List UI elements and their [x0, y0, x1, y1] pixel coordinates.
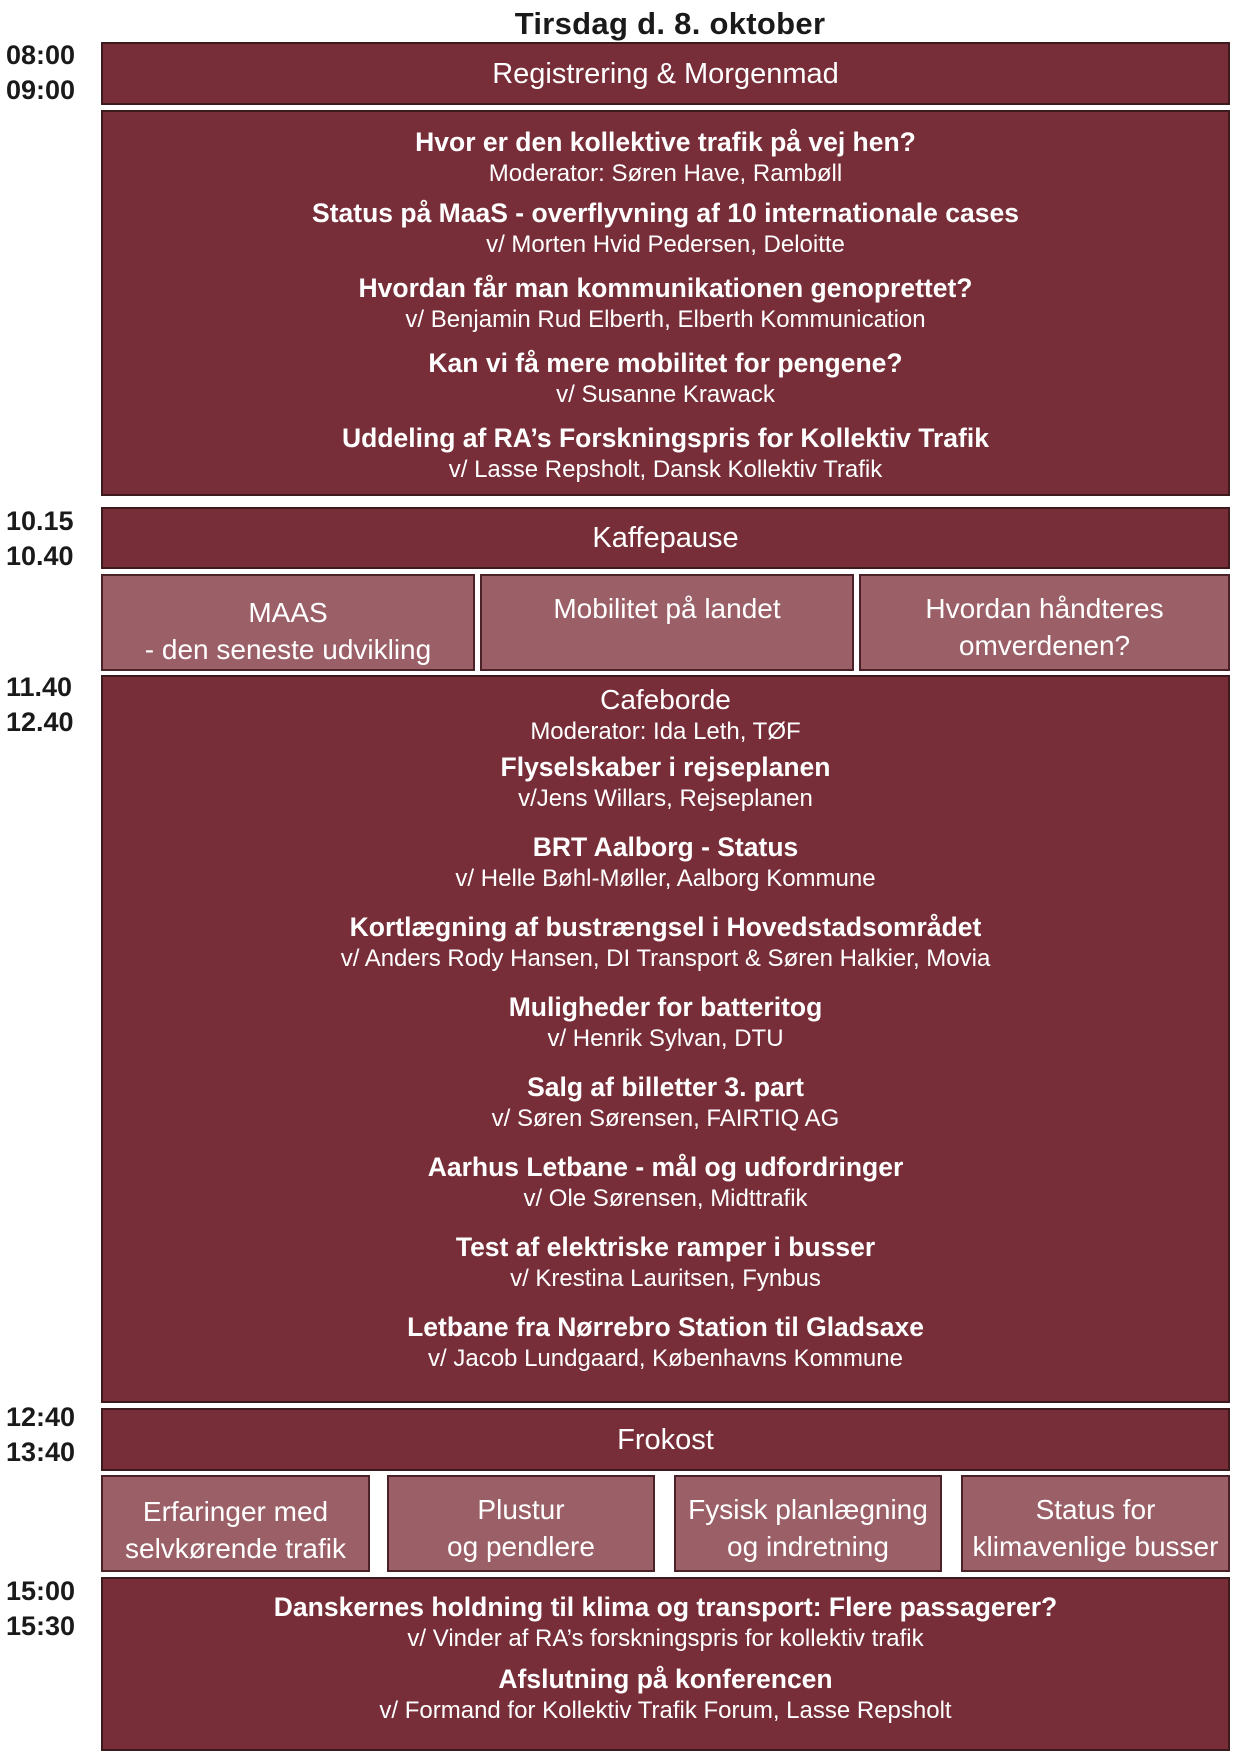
cafe-heading: Cafeborde: [600, 684, 731, 715]
session-title: Uddeling af RA’s Forskningspris for Kollektiv Trafik: [342, 423, 989, 453]
parallel-session-maas: [101, 574, 475, 671]
time-end-1240: 12.40: [6, 707, 74, 737]
closing-speaker: v/ Vinder af RA’s forskningspris for kollektiv trafik: [407, 1625, 924, 1652]
session-speaker: v/ Susanne Krawack: [556, 381, 775, 408]
session-speaker: v/ Benjamin Rud Elberth, Elberth Kommunication: [405, 306, 926, 333]
cafe-item: [103, 1311, 1228, 1374]
page-title: Tirsdag d. 8. oktober: [514, 6, 826, 41]
session-title: Hvor er den kollektive trafik på vej hen?: [415, 127, 916, 157]
cafe-title: Letbane fra Nørrebro Station til Gladsaxe: [407, 1312, 924, 1342]
closing-title: Danskernes holdning til klima og transport: Flere passagerer?: [273, 1592, 1058, 1622]
parallel-session-selvkoerende: [101, 1475, 370, 1572]
parallel-session-mobilitet: [480, 574, 854, 671]
coffee-break-label: Kaffepause: [592, 522, 739, 554]
cafe-speaker: v/ Helle Bøhl-Møller, Aalborg Kommune: [455, 865, 876, 892]
parallel-line1: Erfaringer med: [142, 1496, 329, 1527]
cafe-item: [103, 831, 1228, 894]
parallel-line2: og indretning: [727, 1531, 889, 1562]
session-item: [103, 347, 1228, 410]
time-start-0800: 08:00: [6, 40, 76, 70]
cafe-speaker: v/ Anders Rody Hansen, DI Transport & Søren Halkier, Movia: [340, 945, 991, 972]
session-speaker: v/ Morten Hvid Pedersen, Deloitte: [486, 231, 845, 258]
cafe-speaker: v/ Henrik Sylvan, DTU: [547, 1025, 784, 1052]
cafe-speaker: v/Jens Willars, Rejseplanen: [518, 785, 813, 812]
closing-speaker: v/ Formand for Kollektiv Trafik Forum, Lasse Repsholt: [379, 1697, 952, 1724]
cafe-title: Kortlægning af bustrængsel i Hovedstadsområdet: [349, 912, 982, 942]
lunch-block: [101, 1408, 1230, 1471]
time-end-1040: 10.40: [6, 541, 74, 571]
session-speaker: Moderator: Søren Have, Rambøll: [488, 160, 843, 187]
cafe-speaker: v/ Søren Sørensen, FAIRTIQ AG: [491, 1105, 840, 1132]
cafe-speaker: v/ Jacob Lundgaard, Københavns Kommune: [428, 1345, 903, 1372]
time-start-1140: 11.40: [6, 672, 73, 702]
session-item: [103, 126, 1228, 189]
cafe-item: [103, 1151, 1228, 1214]
session-title: Hvordan får man kommunikationen genoprettet?: [358, 273, 973, 303]
time-start-1240: 12:40: [6, 1402, 76, 1432]
time-end-1340: 13:40: [6, 1437, 76, 1467]
closing-item: [103, 1663, 1228, 1726]
parallel-session-klimabusser: [961, 1475, 1230, 1572]
cafe-title: Flyselskaber i rejseplanen: [500, 752, 831, 782]
parallel-line2: selvkørende trafik: [125, 1533, 346, 1564]
parallel-line1: Status for: [1035, 1494, 1156, 1525]
parallel-session-plustur: [387, 1475, 655, 1572]
cafe-title: Aarhus Letbane - mål og udfordringer: [427, 1152, 904, 1182]
coffee-break-block: [101, 507, 1230, 569]
cafe-title: Test af elektriske ramper i busser: [455, 1232, 876, 1262]
parallel-session-omverdenen: [859, 574, 1230, 671]
cafe-title: Salg af billetter 3. part: [527, 1072, 804, 1102]
lunch-label: Frokost: [617, 1423, 714, 1456]
closing-item: [103, 1591, 1228, 1654]
session-item: [103, 422, 1228, 485]
cafe-item: [103, 991, 1228, 1054]
session-title: Kan vi få mere mobilitet for pengene?: [428, 348, 903, 378]
registration-label: Registrering & Morgenmad: [492, 57, 839, 90]
cafe-item: [103, 1071, 1228, 1134]
cafe-title: BRT Aalborg - Status: [532, 832, 799, 862]
parallel-line2: - den seneste udvikling: [144, 634, 432, 665]
registration-block: [101, 42, 1230, 105]
parallel-line2: og pendlere: [447, 1531, 595, 1562]
cafe-item: [103, 1231, 1228, 1294]
morning-session-block: [101, 110, 1230, 496]
cafe-item: [103, 911, 1228, 974]
time-end-1530: 15:30: [6, 1611, 76, 1641]
parallel-line1: MAAS: [248, 597, 328, 628]
cafe-moderator: Moderator: Ida Leth, TØF: [530, 718, 801, 745]
cafe-item: [103, 751, 1228, 814]
session-item: [103, 272, 1228, 335]
session-speaker: v/ Lasse Repsholt, Dansk Kollektiv Trafik: [448, 456, 883, 483]
session-title: Status på MaaS - overflyvning af 10 internationale cases: [312, 198, 1019, 228]
parallel-session-planlaegning: [674, 1475, 942, 1572]
cafe-session-block: [101, 675, 1230, 1403]
parallel-line2: klimavenlige busser: [972, 1531, 1219, 1562]
time-start-1500: 15:00: [6, 1576, 76, 1606]
cafe-title: Muligheder for batteritog: [508, 992, 823, 1022]
parallel-line1: Plustur: [477, 1494, 565, 1525]
time-end-0900: 09:00: [6, 75, 76, 105]
parallel-line1: Hvordan håndteres: [925, 593, 1164, 624]
closing-session-block: [101, 1577, 1230, 1751]
cafe-speaker: v/ Krestina Lauritsen, Fynbus: [510, 1265, 821, 1292]
closing-title: Afslutning på konferencen: [498, 1664, 833, 1694]
parallel-line2: omverdenen?: [958, 630, 1131, 661]
cafe-speaker: v/ Ole Sørensen, Midttrafik: [523, 1185, 808, 1212]
time-start-1015: 10.15: [6, 506, 74, 536]
parallel-line1: Mobilitet på landet: [553, 593, 781, 624]
session-item: [103, 197, 1228, 260]
parallel-line1: Fysisk planlægning: [688, 1494, 928, 1525]
